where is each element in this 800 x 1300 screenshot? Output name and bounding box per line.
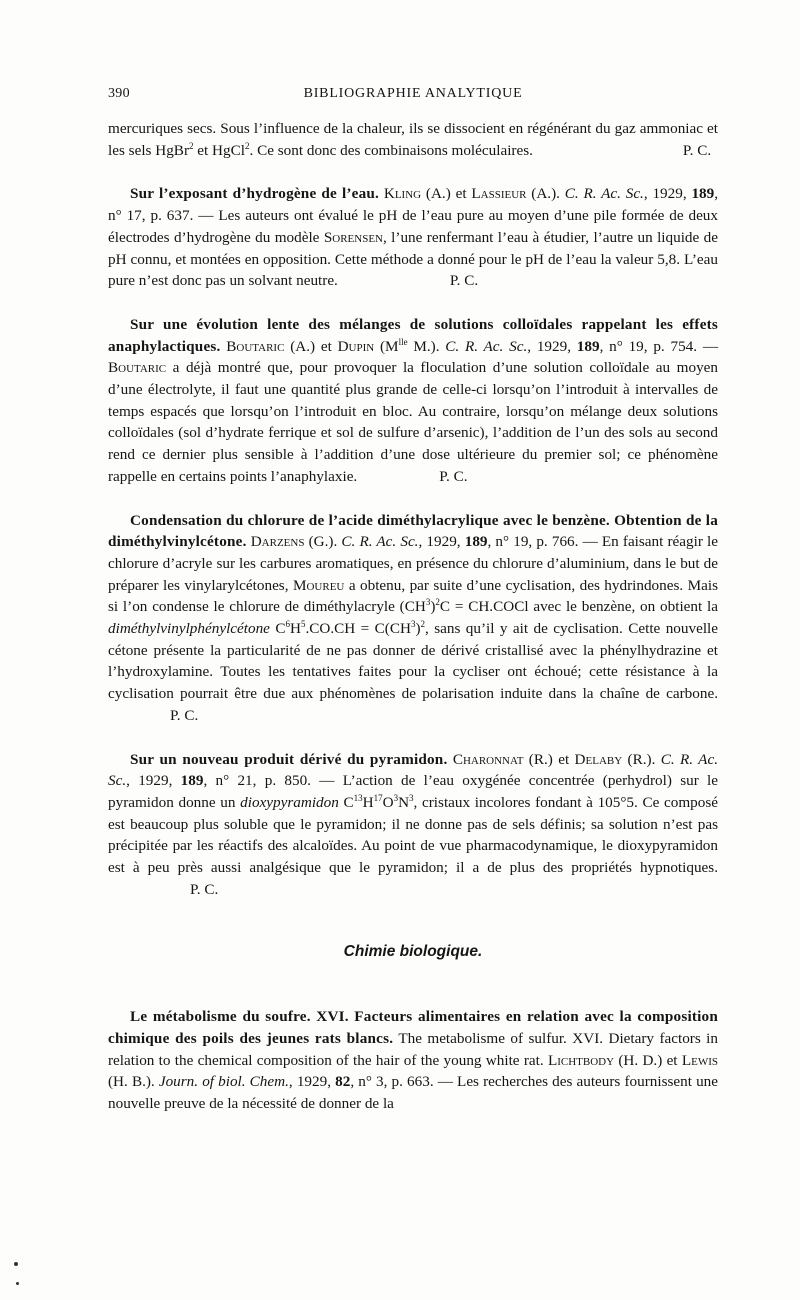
entry-title: Sur un nouveau produit dérivé du pyramidon. — [130, 750, 448, 768]
author-name: Lewis — [681, 1051, 718, 1069]
speck-mark — [16, 1282, 19, 1285]
person-name: Moureu — [292, 576, 345, 594]
entry-title: Sur une évolution lente des mélanges de solutions colloïdales rappelant les effets anaphylactiques. — [108, 315, 718, 355]
author-name: Kling — [383, 185, 422, 203]
signature: P. C. — [170, 706, 199, 724]
journal-name: Journ. of biol. Chem. — [158, 1073, 289, 1091]
person-name: Sorensen — [323, 228, 383, 246]
author-name: Charonnat — [452, 750, 524, 768]
person-name: Boutaric — [108, 359, 167, 377]
running-header — [108, 86, 718, 106]
page-number: 390 — [108, 86, 130, 101]
abstract-entry: Sur une évolution lente des mélanges de solutions colloïdales rappelant les effets anaphylactiques. Boutaric (A.) et Dupin ($M^{lle}$ M.). C. R. Ac. Sc., 1929, 189, n° 19, p. 754. — Boutaric a déjà montré que, pour provoquer la floculation d’une solution colloïdale au moyen d’une électrolyte, il faut une quantité plus grande de celle-ci lorsqu’on l’introduit à intervalles de temps espacés que lorsqu’on l’introduit en bloc. Au contraire, lorsqu’on mélange deux solutions colloïdales (sol d’hydrate ferrique et sol de sulfure d’arsenic), l’addition de l’un des sols au second rend ce dernier plus sensible à l’addition d’une dose ultérieure du premier sol; ce phénomène rappelle en certains points l’anaphylaxie. P. C. — [108, 314, 718, 488]
compound-name: diméthylvinylphénylcétone — [108, 620, 270, 638]
author-name: Darzens — [250, 533, 305, 551]
author-name: Lassieur — [471, 185, 527, 203]
speck-mark — [14, 1262, 18, 1266]
abstract-entry: Le métabolisme du soufre. XVI. Facteurs alimentaires en relation avec la composition chimique des poils des jeunes rats blancs. The metabolisme of sulfur. XVI. Dietary factors in relation to the chemical composition of the hair of the young white rat. Lichtbody (H. D.) et Lewis (H. B.). Journ. of biol. Chem., 1929, 82, n° 3, p. 663. — Les recherches des auteurs fournissent une nouvelle preuve de la nécessité de donner de la — [108, 1008, 718, 1113]
compound-name: dioxypyramidon — [240, 793, 339, 811]
signature: P. C. — [449, 272, 479, 290]
signature: P. C. — [682, 141, 712, 159]
author-name: Delaby — [574, 750, 623, 768]
volume: 189 — [691, 185, 715, 203]
journal-name: C. R. Ac. Sc. — [445, 337, 528, 355]
abstract-entry: Condensation du chlorure de l’acide diméthylacrylique avec le benzène. Obtention de la diméthylvinylcétone. Darzens (G.). C. R. Ac. Sc., 1929, 189, n° 19, p. 766. — En faisant réagir le chlorure d’acryle sur les carbures aromatiques, en présence du chlorure d’aluminium, dans le but de préparer les vinylarylcétones, Moureu a obtenu, par suite d’une cyclisation, des hydrindones. Mais si l’on condense le chlorure de diméthylacryle $(CH^3)^2C$ = CH.COCl avec le benzène, on obtient la diméthylvinylphénylcétone $C^6H^5.CO.CH = C(CH^3)^2$, sans qu’il y ait de cyclisation. Cette nouvelle cétone présente la particularité de ne pas donner de dérivé cristallisé avec la phénylhydrazine et l’hydroxylamine. Toutes les tentatives faites pour la cycliser ont échoué; cette résistance à la cyclisation pourrait être due aux phénomènes de polarisation induite dans la chaîne de carbone.P. C. — [108, 510, 718, 727]
entry-title: Le métabolisme du soufre. XVI. Facteurs alimentaires en relation avec la composition chimique des poils des jeunes rats blancs. — [108, 1008, 718, 1047]
journal-name: C. R. Ac. Sc. — [341, 533, 419, 551]
author-name: Boutaric — [226, 337, 285, 355]
abstract-entry: Sur l’exposant d’hydrogène de l’eau. Kling (A.) et Lassieur (A.). C. R. Ac. Sc., 1929, 189, n° 17, p. 637. — Les auteurs ont évalué le pH de l’eau pure au moyen d’une pile formée de deux électrodes d’hydrogène du modèle Sorensen, l’une renfermant l’eau à étudier, l’autre un liquide de pH connu, et montées en opposition. Cette méthode a donné pour le pH de l’eau la valeur 5,8. L’eau pure n’est donc pas un solvant neutre. P. C. — [108, 183, 718, 292]
english-title: The metabolisme of sulfur. XVI. Dietary factors in relation to the chemical composition of the hair of the young white rat. — [108, 1029, 718, 1069]
entry-title: Condensation du chlorure de l’acide diméthylacrylique avec le benzène. Obtention de la diméthylvinylcétone. — [108, 511, 718, 551]
entry-title: Sur l’exposant d’hydrogène de l’eau. — [130, 185, 380, 203]
running-title: BIBLIOGRAPHIE ANALYTIQUE — [303, 86, 523, 101]
author-name: Lichtbody — [547, 1051, 615, 1069]
volume: 82 — [335, 1073, 351, 1091]
volume: 189 — [180, 772, 204, 790]
volume: 189 — [576, 337, 600, 355]
volume: 189 — [464, 533, 488, 551]
signature: P. C. — [439, 467, 468, 485]
abstract-entry: Sur un nouveau produit dérivé du pyramidon. Charonnat (R.) et Delaby (R.). C. R. Ac. Sc., 1929, 189, n° 21, p. 850. — L’action de l’eau oxygénée concentrée (perhydrol) sur le pyramidon donne un dioxypyramidon $C^{13}H^{17}O^3N^3$, cristaux incolores fondant à 105°5. Ce composé est beaucoup plus soluble que le pyramidon; il ne donne pas de sels définis; sa solution n’est pas précipitée par les réactifs des alcaloïdes. Au point de vue pharmacodynamique, le dioxypyramidon est à peu près aussi analgésique que le pyramidon; il a de plus des propriétés hypnotiques.P. C. — [108, 749, 718, 901]
author-name: Dupin — [337, 337, 375, 355]
section-title: Chimie biologique. — [343, 942, 483, 960]
opening-paragraph: mercuriques secs. Sous l’influence de la chaleur, ils se dissocient en régénérant du gaz ammoniac et les sels HgBr$^2$ et HgCl$^2$. Ce sont donc des combinaisons moléculaires. P. C. — [108, 118, 718, 161]
journal-name: C. R. Ac. Sc. — [108, 750, 718, 790]
signature: P. C. — [190, 880, 219, 898]
journal-name: C. R. Ac. Sc. — [564, 185, 644, 203]
page-body — [108, 118, 718, 1115]
